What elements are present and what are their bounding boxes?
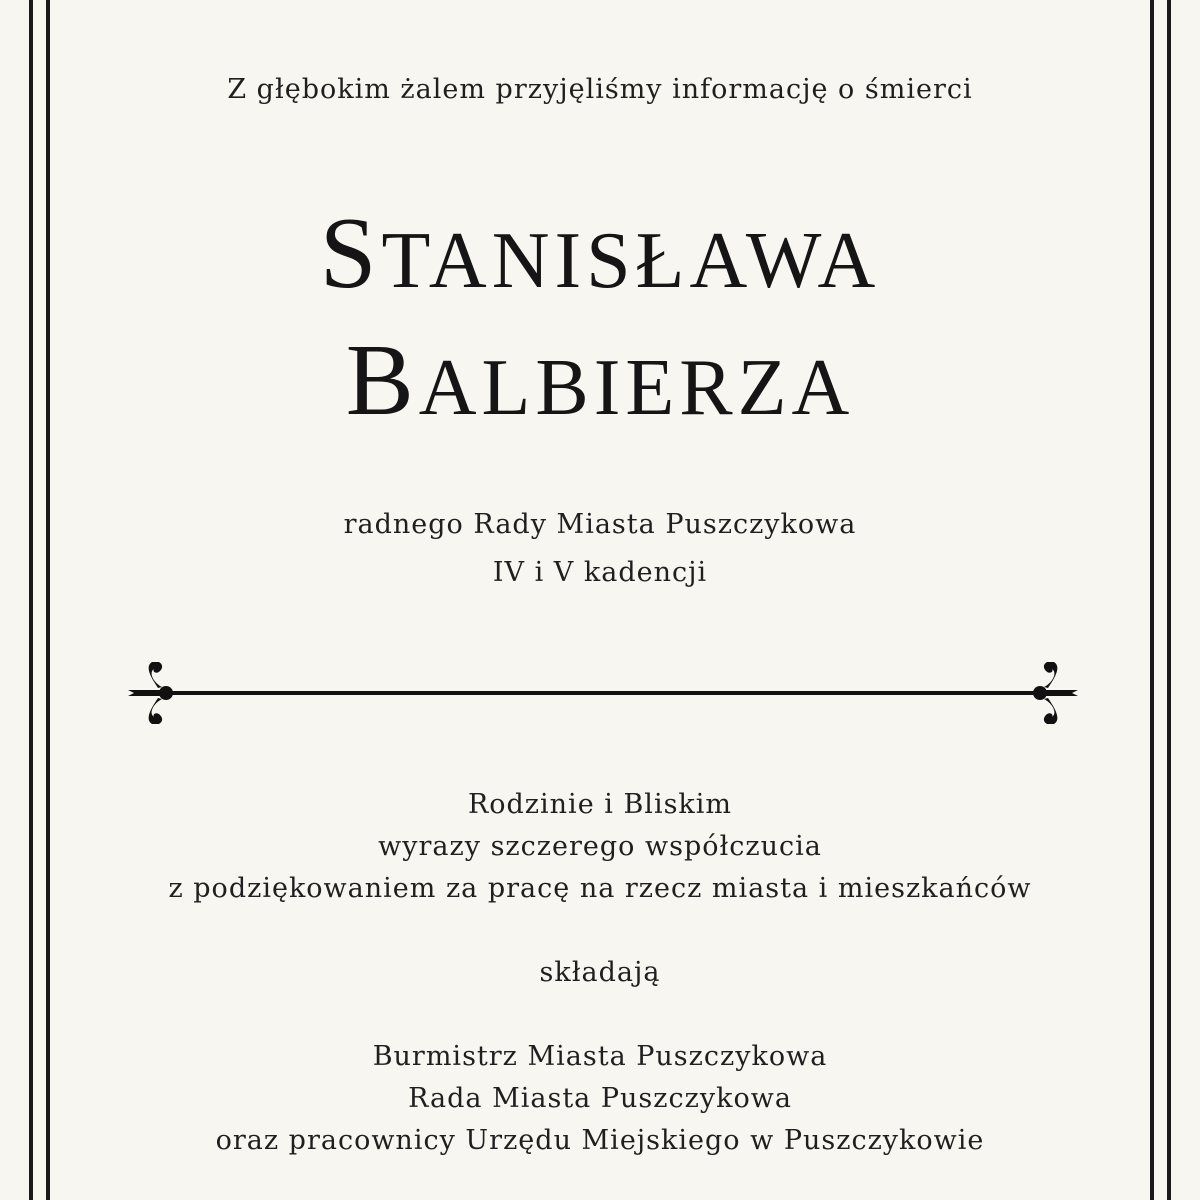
signatory-3: oraz pracownicy Urzędu Miejskiego w Puszczykowie xyxy=(215,1125,985,1156)
verb-text: składają xyxy=(539,957,661,988)
deceased-last-name xyxy=(0,324,1200,439)
last-name-initial: B xyxy=(345,324,419,437)
condolences-line-2: wyrazy szczerego współczucia xyxy=(378,831,822,862)
condolences-line-3: z podziękowaniem za pracę na rzecz miasta i mieszkańców xyxy=(168,873,1032,904)
left-border-outer xyxy=(29,0,33,1200)
left-border-inner xyxy=(46,0,50,1200)
signatory-2: Rada Miasta Puszczykowa xyxy=(408,1083,792,1114)
fleur-de-lis-divider-icon xyxy=(120,662,1086,724)
first-name-rest: TANISŁAWA xyxy=(381,217,881,305)
deceased-first-name xyxy=(0,197,1200,312)
right-border-inner xyxy=(1150,0,1154,1200)
condolences-line-1: Rodzinie i Bliskim xyxy=(467,789,733,820)
signatory-1: Burmistrz Miasta Puszczykowa xyxy=(372,1041,828,1072)
last-name-rest: ALBIERZA xyxy=(418,344,855,432)
right-border-outer xyxy=(1167,0,1171,1200)
intro-text: Z głębokim żalem przyjęliśmy informację o śmierci xyxy=(227,74,973,105)
first-name-initial: S xyxy=(319,197,382,310)
role-line-2: IV i V kadencji xyxy=(492,557,708,588)
role-line-1: radnego Rady Miasta Puszczykowa xyxy=(343,509,857,540)
